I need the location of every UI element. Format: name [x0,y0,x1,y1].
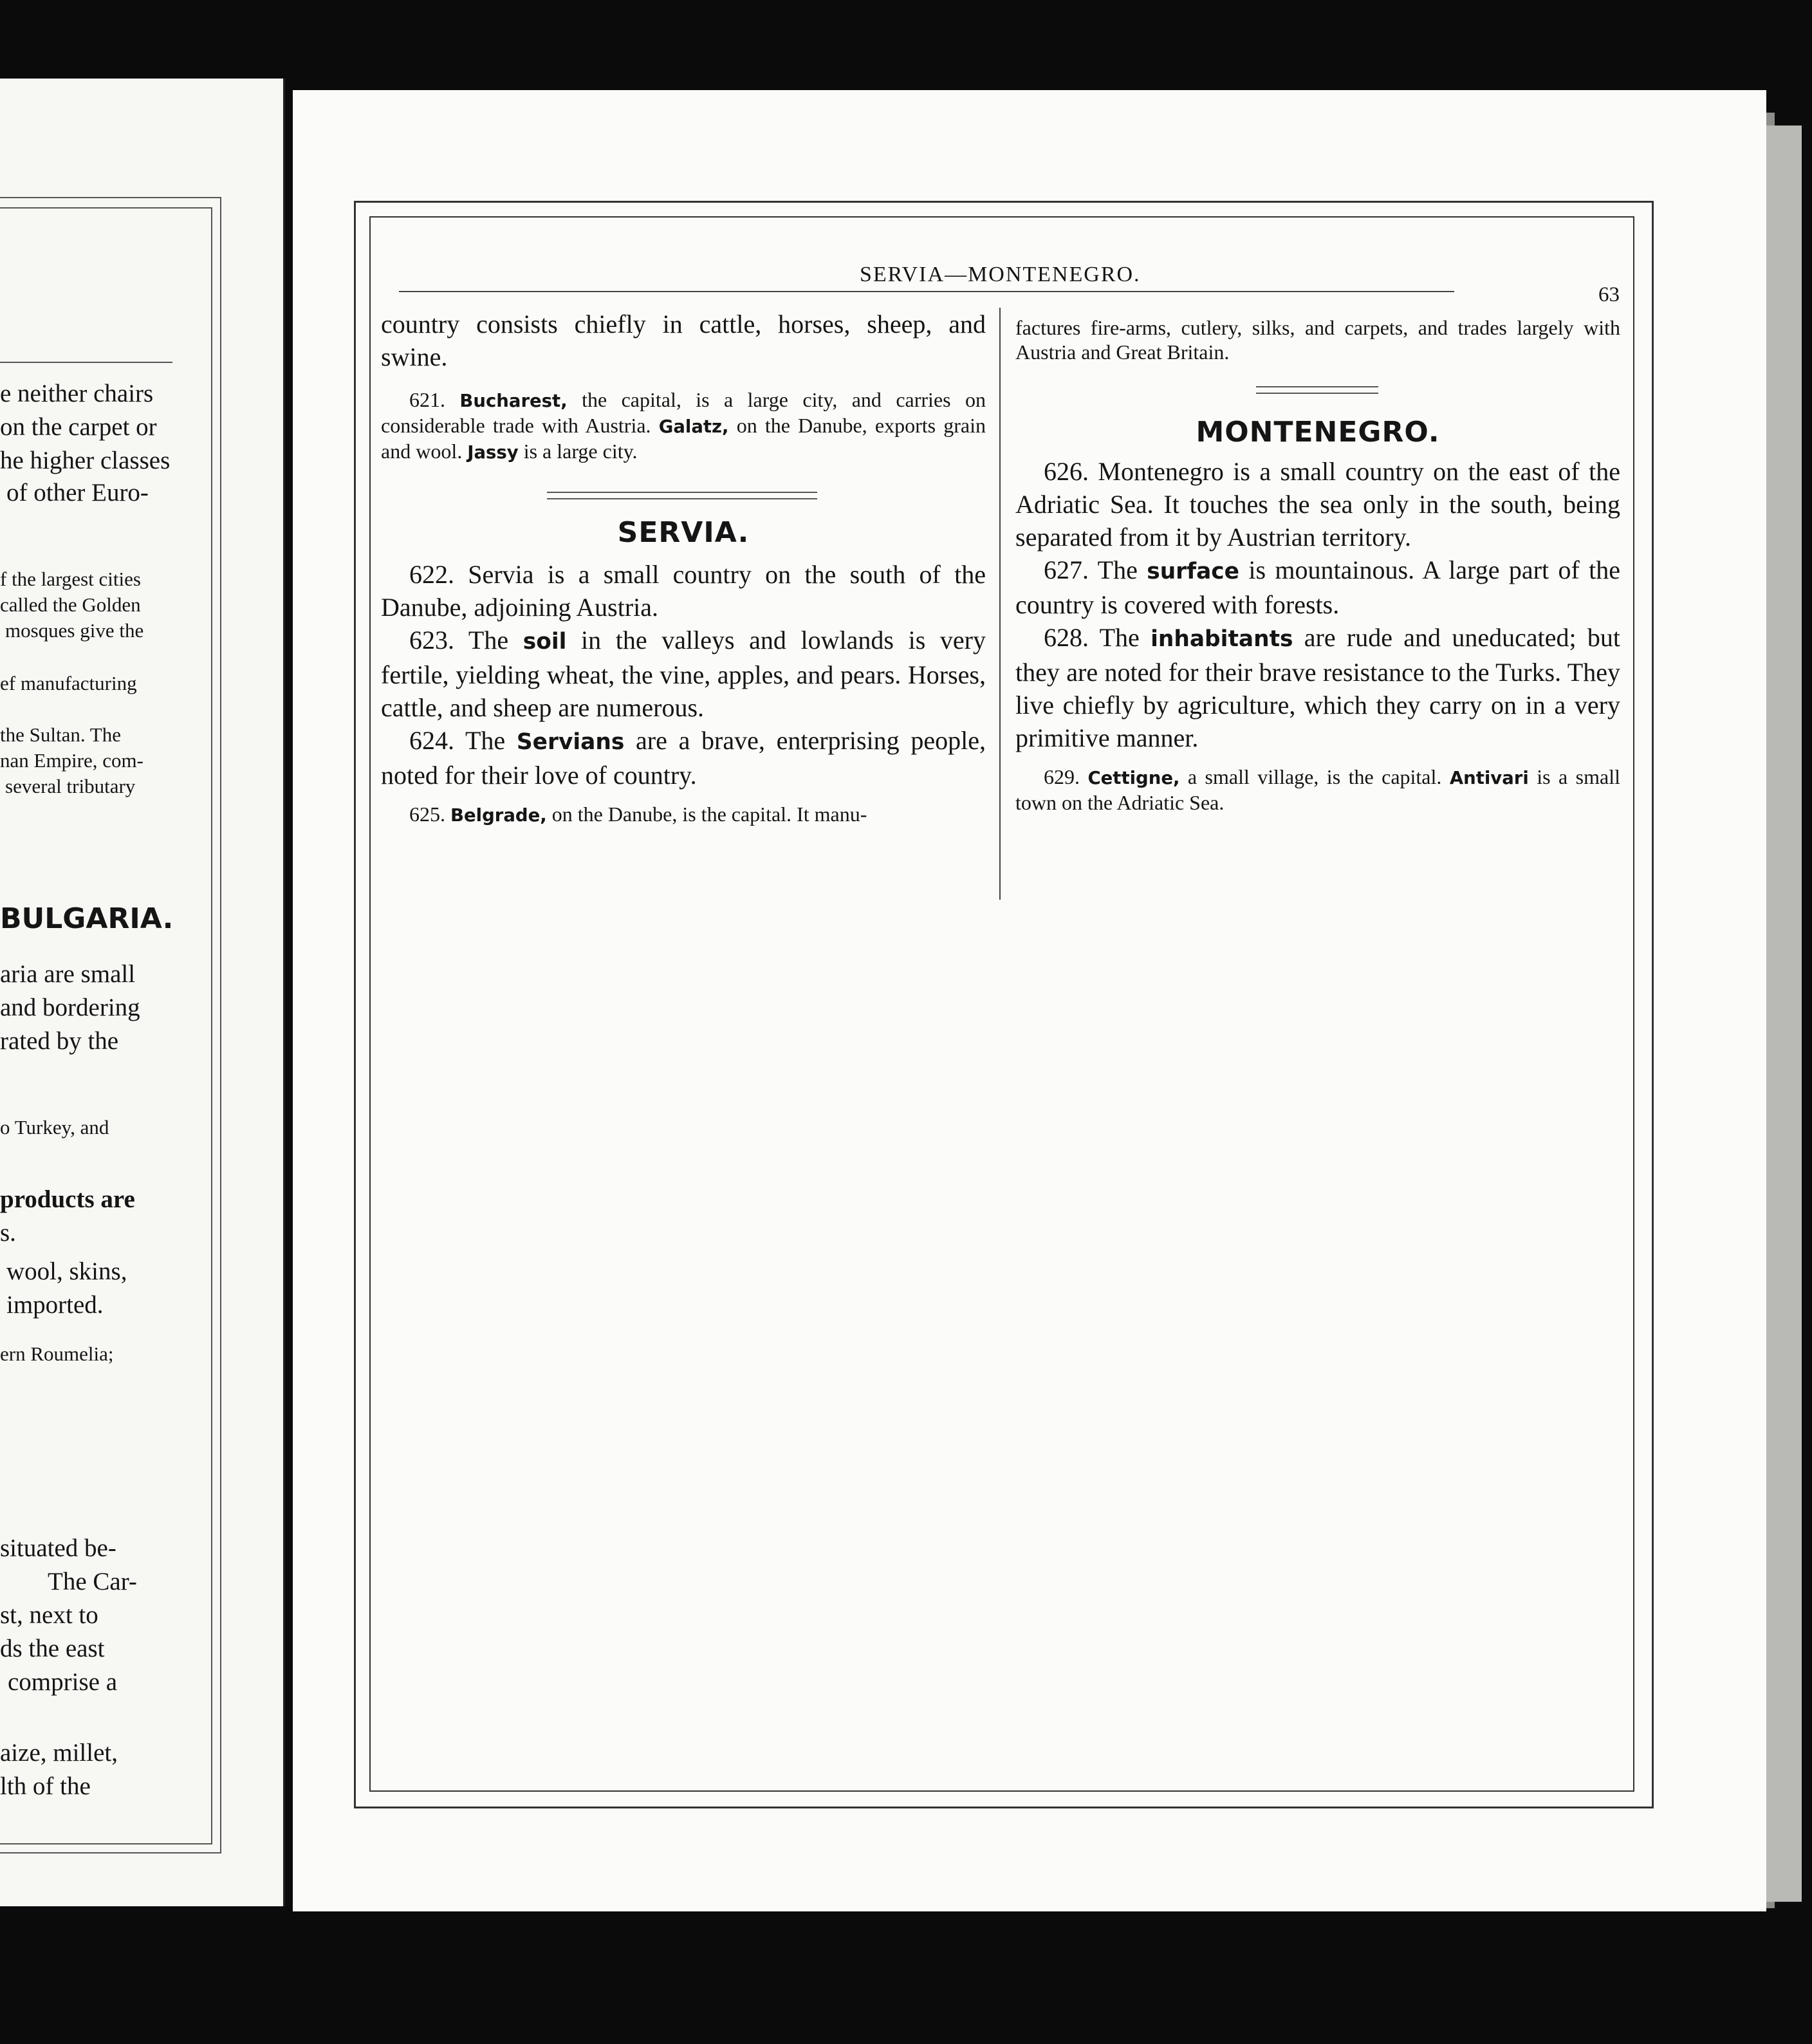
paragraph-text: are rude and uneducated; but they are noted for their brave resistance to the Turks. They live chiefly by agriculture, which they carry on in a very primitive manner. [1015,623,1621,752]
paragraph-text: is mountainous. A large part of the country is covered with forests. [1015,555,1621,619]
right-column [1015,315,1620,815]
paragraph-number: 625. [409,803,445,826]
term-servians: Servians [516,729,625,755]
paragraph-text: is a large city. [518,440,638,463]
previous-page-rule [0,362,172,363]
prev-line: imported. [6,1291,104,1319]
paragraph-624 [381,724,986,792]
prev-line: called the Golden [0,593,141,616]
prev-line: and bordering [0,994,140,1021]
paragraph-text: 627. The [1044,555,1147,584]
paragraph-623 [381,624,986,724]
page-stack-edge-light [1766,125,1802,1902]
paragraph-number: 629. [1044,765,1080,788]
prev-section-title: BULGARIA. [0,902,174,935]
prev-line: the Sultan. The [0,723,121,746]
paragraph-number: 621. [409,388,445,411]
paragraph-text: in the valleys and lowlands is very fertile, yielding wheat, the vine, apples, and pears. Horses, cattle, and sheep are numerous. [381,626,986,722]
prev-line: of other Euro- [6,479,149,506]
paragraph-629 [1015,765,1620,815]
paragraph-625 [381,802,986,828]
paragraph-627 [1015,553,1620,621]
term-soil: soil [522,629,567,655]
paragraph-text: 623. The [409,626,523,655]
double-rule [1256,386,1378,394]
prev-line: s. [0,1219,16,1247]
prev-line: products are [0,1185,135,1213]
prev-line: e neither chairs [0,380,154,407]
prev-line: he higher classes [0,447,171,474]
section-title-servia: SERVIA. [617,516,750,549]
prev-line: on the carpet or [0,413,157,441]
prev-line: rated by the [0,1027,119,1055]
prev-line: mosques give the [5,619,144,642]
prev-line: ern Roumelia; [0,1343,114,1365]
paragraph-text: 624. The [409,726,517,755]
paragraph-622: 622. Servia is a small country on the south of the Danube, adjoining Austria. [381,560,986,622]
prev-line: ds the east [0,1635,105,1662]
paragraph-625-continued: factures fire-arms, cutlery, silks, and carpets, and trades largely with Austria and Great Britain. [1015,316,1620,364]
prev-line: wool, skins, [6,1258,127,1285]
prev-line: nan Empire, com- [0,749,143,772]
header-rule [399,291,1454,292]
paragraph-621 [381,387,986,465]
prev-line: f the largest cities [0,568,141,590]
section-title-montenegro: MONTENEGRO. [1196,416,1440,449]
prev-line: aize, millet, [0,1739,118,1767]
prev-line: st, next to [0,1601,98,1629]
prev-line: aria are small [0,960,136,988]
prev-line: ef manufacturing [0,672,137,694]
prev-line: lth of the [0,1772,91,1800]
previous-page [0,79,285,1906]
paragraph-626: 626. Montenegro is a small country on the east of the Adriatic Sea. It touches the sea only in the south, being separated from it by Austrian territory. [1015,457,1620,552]
place-bucharest: Bucharest, [459,391,568,411]
ornament-rule [1015,364,1620,416]
place-galatz: Galatz, [658,416,729,437]
paragraph-text: the capital, is a large city, and carries on considerable trade with Austria. [381,388,986,437]
prev-line: The Car- [48,1568,137,1595]
term-inhabitants: inhabitants [1151,626,1293,652]
place-belgrade: Belgrade, [450,805,547,826]
paragraph-text: a small village, is the capital. [1179,765,1450,788]
term-surface: surface [1147,559,1240,584]
paragraph-628 [1015,621,1620,754]
place-cettigne: Cettigne, [1087,768,1180,788]
column-divider [999,308,1001,900]
prev-line: situated be- [0,1534,116,1562]
prev-line: o Turkey, and [0,1116,109,1138]
place-antivari: Antivari [1449,768,1529,788]
left-column [381,308,986,828]
double-rule [547,492,817,499]
place-jassy: Jassy [467,442,519,463]
ornament-rule [381,465,986,516]
paragraph-text: on the Danube, exports grain and wool. [381,414,986,463]
paragraph-text: on the Danube, is the capital. It manu- [546,803,867,826]
prev-line: several tributary [5,775,136,797]
paragraph-text: is a small town on the Adriatic Sea. [1015,765,1620,814]
running-title: SERVIA—MONTENEGRO. [860,263,1141,286]
paragraph-text: 628. The [1044,623,1151,652]
prev-line: comprise a [8,1668,118,1696]
paragraph-text: are a brave, enterprising people, noted for their love of country. [381,726,986,790]
page-number: 63 [1598,283,1620,306]
paragraph-620-continued: country consists chiefly in cattle, horses, sheep, and swine. [381,310,986,371]
